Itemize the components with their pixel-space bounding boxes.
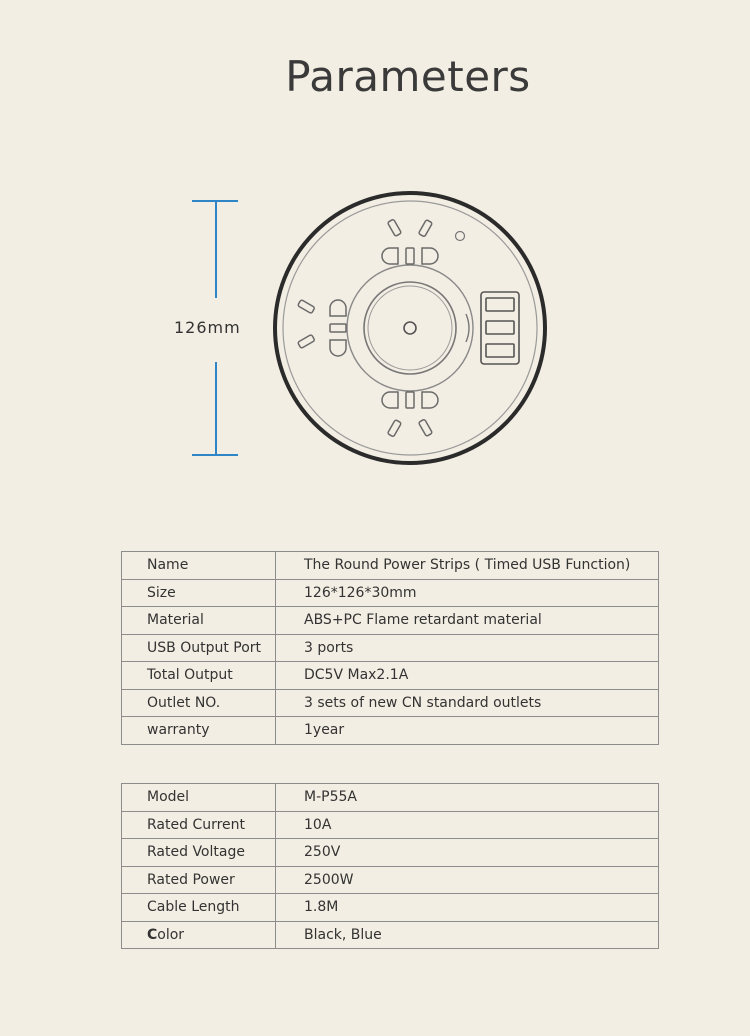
spec-table-electrical: [121, 783, 659, 949]
dimension-line-lower: [215, 362, 217, 455]
row-label-color-rest: olor: [157, 926, 185, 943]
row-value-cable-length: 1.8M: [276, 894, 659, 922]
row-value-total-output: DC5V Max2.1A: [276, 662, 659, 690]
row-value-rated-power: 2500W: [276, 866, 659, 894]
table-row: [122, 717, 659, 745]
row-value-usb-output-port: 3 ports: [276, 634, 659, 662]
table-row: [122, 689, 659, 717]
dial-inner: [368, 286, 452, 370]
page-title: Parameters: [285, 52, 531, 101]
table-row: [122, 579, 659, 607]
table-row: [122, 921, 659, 949]
dial-center-icon: [404, 322, 416, 334]
row-label-rated-current: Rated Current: [122, 811, 276, 839]
row-value-name: The Round Power Strips ( Timed USB Function): [276, 552, 659, 580]
spec-table-general: [121, 551, 659, 745]
table-row: [122, 784, 659, 812]
row-value-outlet-no: 3 sets of new CN standard outlets: [276, 689, 659, 717]
row-value-rated-current: 10A: [276, 811, 659, 839]
dial-outer: [364, 282, 456, 374]
row-label-usb-output-port: USB Output Port: [122, 634, 276, 662]
indicator-light-icon: [456, 232, 465, 241]
row-label-total-output: Total Output: [122, 662, 276, 690]
row-value-color: Black, Blue: [276, 921, 659, 949]
row-label-warranty: warranty: [122, 717, 276, 745]
table-row: [122, 894, 659, 922]
row-label-name: Name: [122, 552, 276, 580]
row-label-rated-voltage: Rated Voltage: [122, 839, 276, 867]
center-ring: [347, 265, 473, 391]
table-row: [122, 811, 659, 839]
dimension-line-upper: [215, 201, 217, 298]
table-row: [122, 552, 659, 580]
outlet-bottom: [382, 392, 438, 437]
inner-ring: [283, 201, 537, 455]
outer-ring: [275, 193, 545, 463]
row-value-model: M-P55A: [276, 784, 659, 812]
row-label-model: Model: [122, 784, 276, 812]
table-row: [122, 634, 659, 662]
row-label-outlet-no: Outlet NO.: [122, 689, 276, 717]
usb-ports: [481, 292, 519, 364]
outlet-left: [298, 300, 346, 356]
dimension-label: 126mm: [174, 318, 241, 337]
table-row: [122, 607, 659, 635]
table-row: [122, 662, 659, 690]
table-row: [122, 866, 659, 894]
row-label-color-initial: C: [147, 926, 158, 943]
timer-marker-icon: [466, 314, 469, 342]
row-label-material: Material: [122, 607, 276, 635]
power-strip-illustration: [270, 190, 550, 470]
row-value-warranty: 1year: [276, 717, 659, 745]
dimension-bottom-tick: [192, 454, 238, 456]
table-row: [122, 839, 659, 867]
row-value-rated-voltage: 250V: [276, 839, 659, 867]
row-label-color: [122, 921, 276, 949]
outlet-top: [382, 219, 438, 264]
row-value-material: ABS+PC Flame retardant material: [276, 607, 659, 635]
row-value-size: 126*126*30mm: [276, 579, 659, 607]
row-label-cable-length: Cable Length: [122, 894, 276, 922]
row-label-rated-power: Rated Power: [122, 866, 276, 894]
row-label-size: Size: [122, 579, 276, 607]
